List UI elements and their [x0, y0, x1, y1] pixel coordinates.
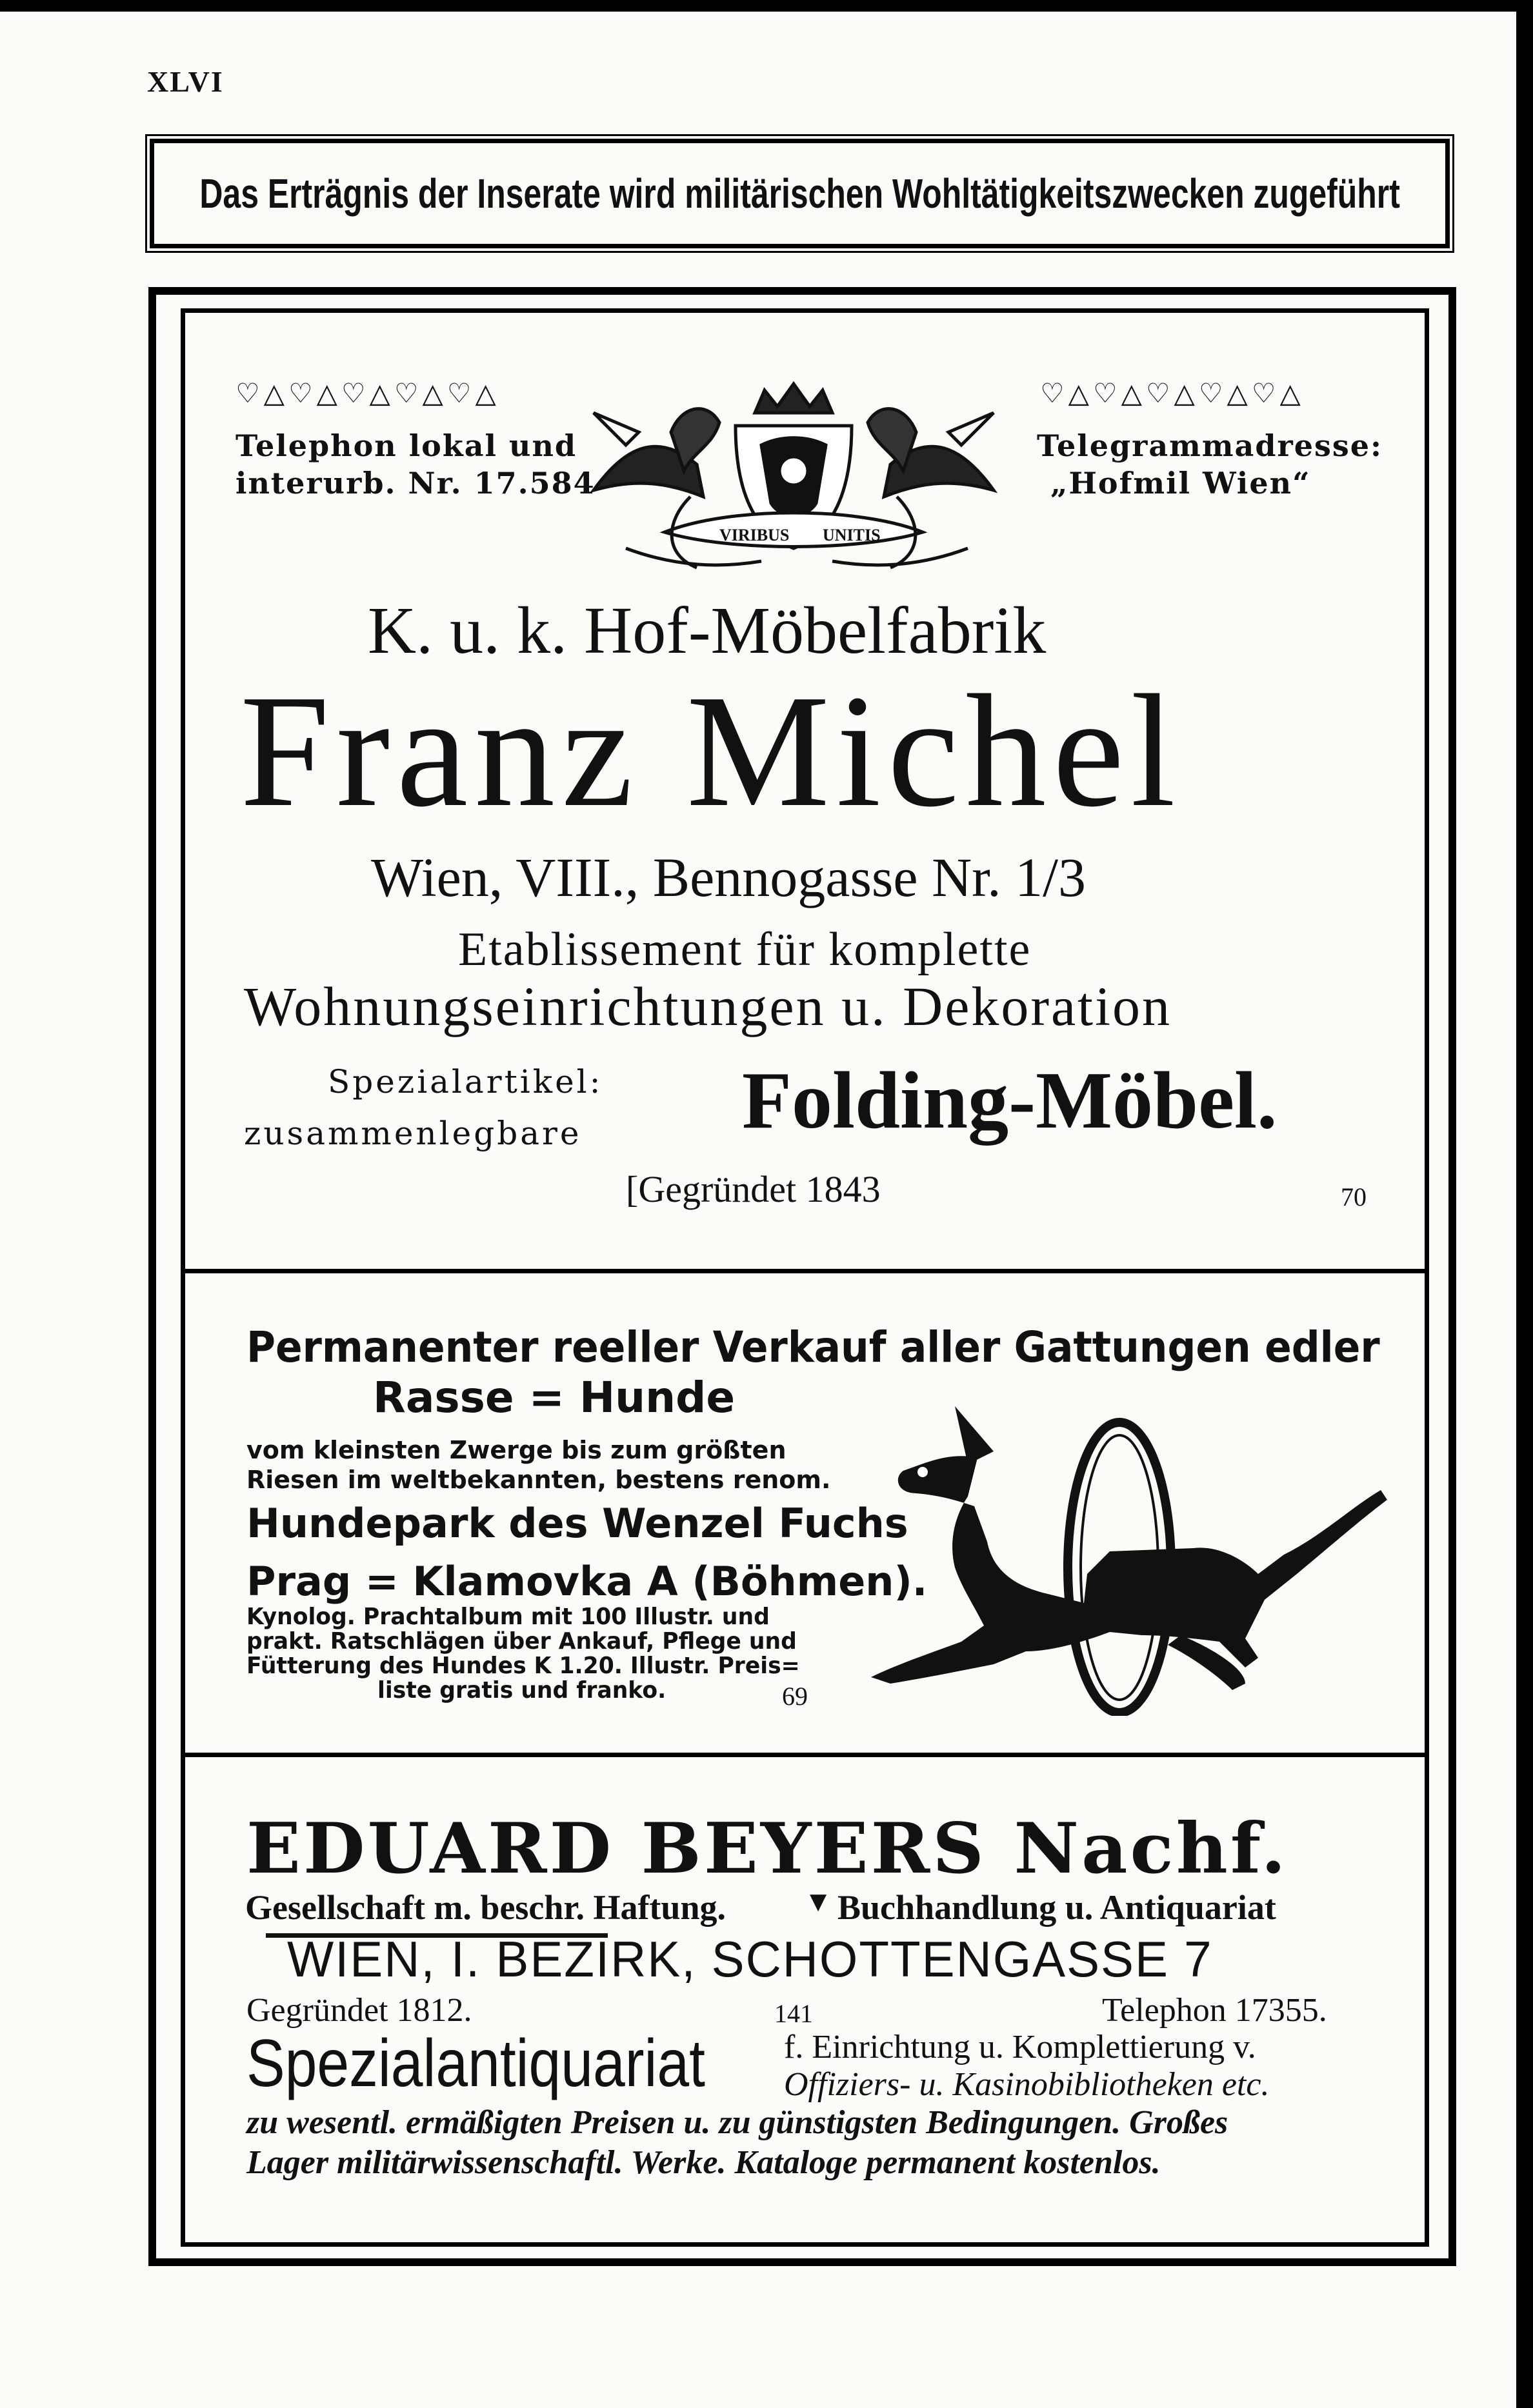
dog-line-1: Permanenter reeller Verkauf aller Gattungen edler — [246, 1322, 1380, 1372]
dog-line-2: Rasse = Hunde — [373, 1373, 736, 1422]
dog-desc-2: prakt. Ratschlägen über Ankauf, Pflege und — [246, 1628, 797, 1655]
special-label: Spezialartikel: — [328, 1063, 603, 1100]
dog-desc-1: Kynolog. Prachtalbum mit 100 Illustr. und — [246, 1604, 770, 1630]
bookshop-name: EDUARD BEYERS Nachf. — [246, 1808, 1288, 1889]
notice-text: Das Erträgnis der Inserate wird militärischen Wohltätigkeitszwecken zugeführt — [199, 170, 1400, 217]
divider-2 — [181, 1753, 1429, 1757]
company-trade: Buchhandlung u. Antiquariat — [837, 1888, 1276, 1927]
company-name: Franz Michel — [240, 662, 1182, 841]
ad-ref-69: 69 — [782, 1682, 808, 1711]
furnishing-line: Wohnungseinrichtungen u. Dekoration — [244, 975, 1172, 1037]
ad-ref-70: 70 — [1341, 1182, 1367, 1211]
notice-box — [150, 139, 1450, 248]
bookshop-address: WIEN, I. BEZIRK, SCHOTTENGASSE 7 — [287, 1931, 1213, 1987]
divider-1 — [181, 1269, 1429, 1273]
crest-motto-left: VIRIBUS — [719, 526, 790, 544]
ornament-row-left: ♡△♡△♡△♡△♡△ — [235, 377, 500, 409]
establishment-line: Etablissement für komplette — [458, 923, 1032, 976]
dog-desc-4: liste gratis und franko. — [377, 1677, 666, 1704]
telegram-line-2: „Hofmil Wien“ — [1050, 466, 1311, 501]
arrow-mark-icon: ▼ — [810, 1889, 827, 1915]
dog-line-3a: vom kleinsten Zwerge bis zum größten — [246, 1436, 787, 1464]
page-number: XLVI — [147, 65, 224, 98]
founded-line: [Gegründet 1843 — [626, 1168, 881, 1210]
dog-jumping-through-hoop-icon — [832, 1380, 1407, 1716]
imperial-crest-icon — [568, 374, 1019, 587]
special-sub: zusammenlegbare — [244, 1115, 582, 1152]
dog-line-3b: Riesen im weltbekannten, bestens renom. — [246, 1466, 831, 1494]
telegram-line-1: Telegrammadresse: — [1037, 428, 1383, 463]
special-desc-2: Offiziers- u. Kasinobibliotheken etc. — [784, 2066, 1270, 2103]
ornament-row-right: ♡△♡△♡△♡△♡△ — [1040, 377, 1305, 409]
bookshop-phone: Telephon 17355. — [1102, 1992, 1327, 2029]
footer-line-1: zu wesentl. ermäßigten Preisen u. zu günstigsten Bedingungen. Großes — [246, 2104, 1228, 2141]
dog-line-5: Prag = Klamovka A (Böhmen). — [246, 1558, 928, 1605]
dog-desc-3: Fütterung des Hundes K 1.20. Illustr. Preis= — [246, 1653, 800, 1679]
heading-hof-moebelfabrik: K. u. k. Hof-Möbelfabrik — [368, 593, 1047, 668]
special-item: Folding-Möbel. — [742, 1056, 1278, 1146]
phone-line-2: interurb. Nr. 17.584 — [235, 466, 596, 501]
dog-line-4: Hundepark des Wenzel Fuchs — [246, 1500, 908, 1547]
phone-line-1: Telephon lokal und — [235, 428, 577, 463]
company-address: Wien, VIII., Bennogasse Nr. 1/3 — [371, 846, 1086, 908]
bookshop-founded: Gegründet 1812. — [246, 1992, 472, 2029]
ad-ref-141: 141 — [774, 1999, 813, 2028]
special-desc-1: f. Einrichtung u. Komplettierung v. — [784, 2029, 1256, 2065]
crest-motto-right: UNITIS — [823, 526, 881, 544]
footer-line-2: Lager militärwissenschaftl. Werke. Kataloge permanent kostenlos. — [246, 2144, 1161, 2181]
company-form: Gesellschaft m. beschr. Haftung. — [245, 1888, 726, 1927]
special-antiquariat: Spezialantiquariat — [246, 2026, 706, 2101]
